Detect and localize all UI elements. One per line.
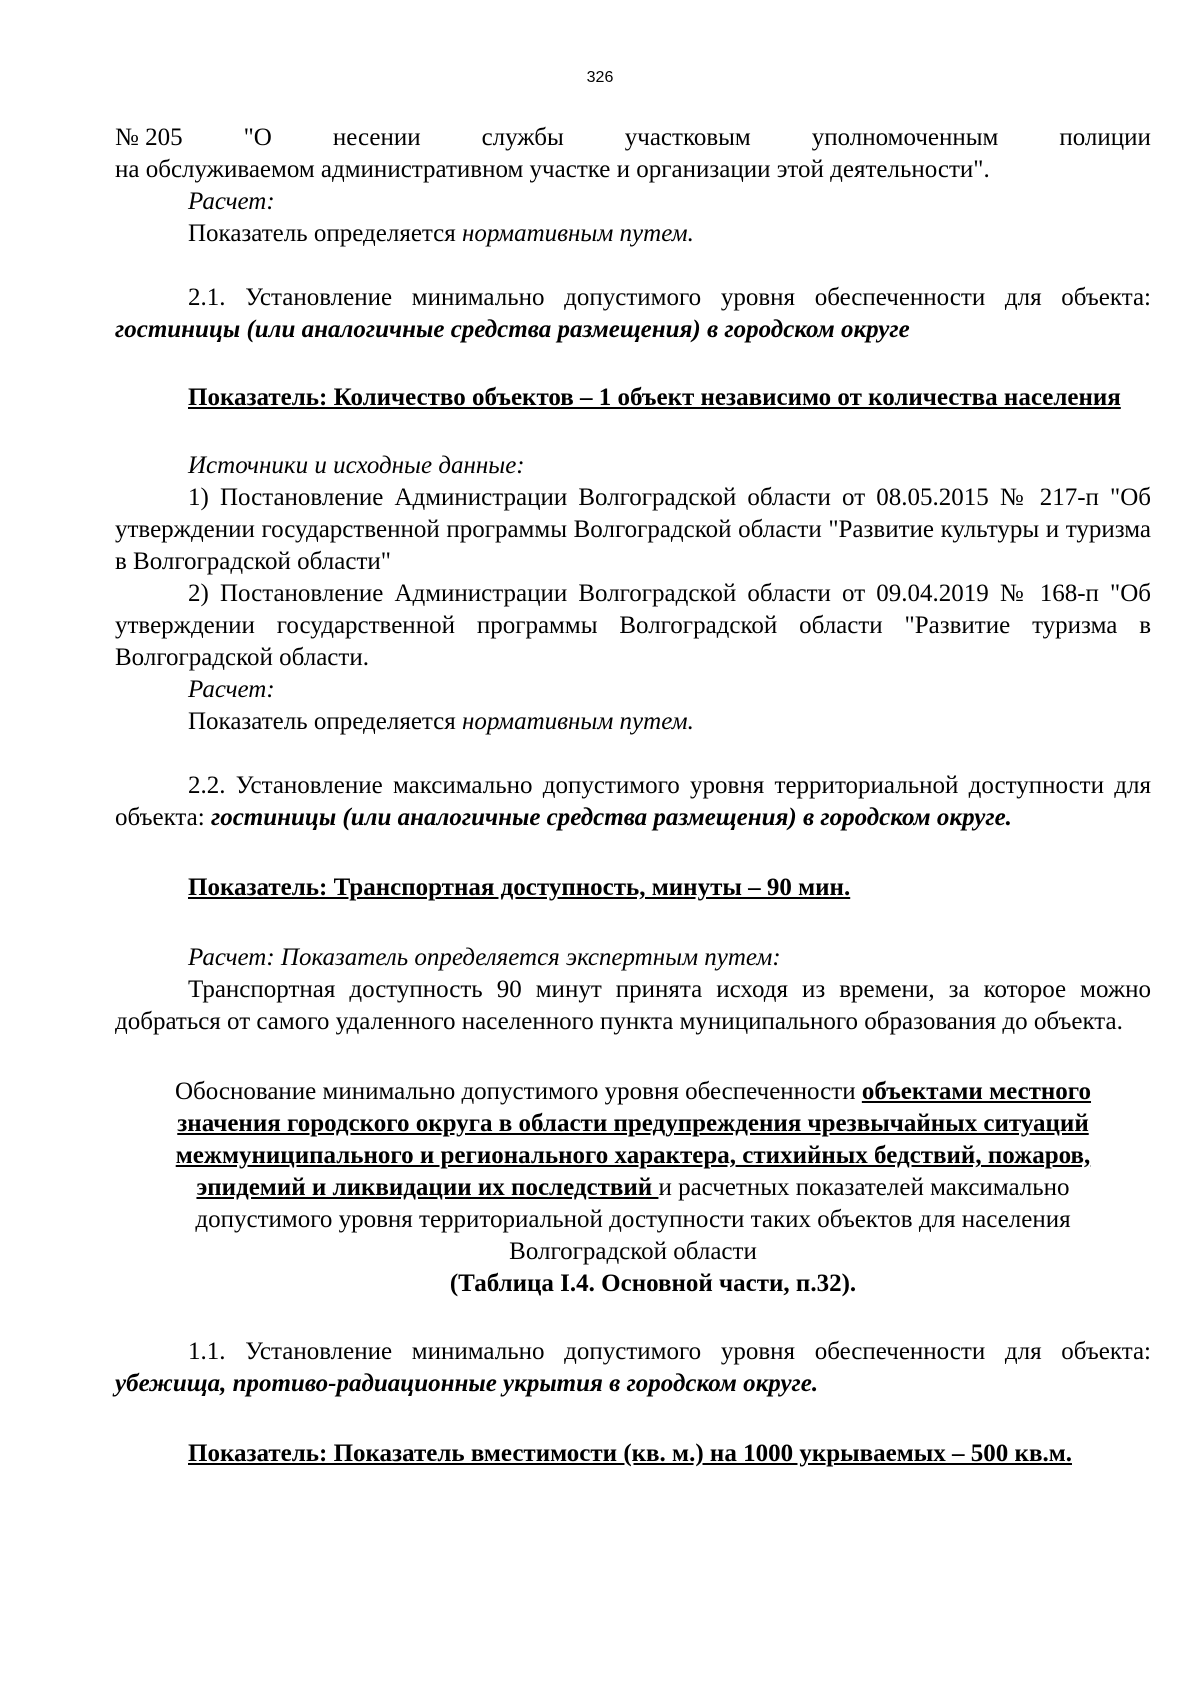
- source-2: 2) Постановление Администрации Волгоградской области от 09.04.2019 № 168-п "Об утверждении государственной программы Волгоградской области "Развитие туризма в Волгоградской области.: [115, 580, 1151, 671]
- indicator-transport: Показатель: Транспортная доступность, минуты – 90 мин.: [188, 874, 851, 901]
- page-number: 326: [586, 69, 614, 86]
- item-1-1: 1.1. Установление минимально допустимого уровня обеспеченности для объекта: убежища, противо-радиационные укрытия в городском округе.: [115, 1338, 1151, 1397]
- order-word: полиции: [1059, 124, 1151, 151]
- order-number: № 205: [115, 124, 183, 151]
- order-word: уполномоченным: [811, 124, 999, 151]
- order-word: службы: [481, 124, 564, 151]
- calc-expert: Расчет: Показатель определяется экспертным путем:: [188, 944, 781, 971]
- section-heading-subject: объектами местного значения городского округа в области предупреждения чрезвычайных ситуаций межмуниципального и регионального характера, стихийных бедствий, пожаров, эпидемий и ликвидации их последствий: [175, 1078, 1092, 1201]
- transport-text: Транспортная доступность 90 минут принята исходя из времени, за которое можно добраться от самого удаленного населенного пункта муниципального образования до объекта.: [115, 976, 1151, 1035]
- section-heading-suffix: и расчетных показателей максимально допустимого уровня территориальной доступности таких объектов для населения Волгоградской области: [195, 1174, 1071, 1265]
- item-2-1: 2.1. Установление минимально допустимого уровня обеспеченности для объекта: гостиницы (или аналогичные средства размещения) в городском округе: [115, 284, 1151, 343]
- sources-label: Источники и исходные данные:: [188, 452, 525, 479]
- order-reference-line: [115, 122, 1151, 154]
- table-reference: (Таблица I.4. Основной части, п.32).: [449, 1270, 857, 1297]
- source-1: 1) Постановление Администрации Волгоградской области от 08.05.2015 № 217-п "Об утверждении государственной программы Волгоградской области "Развитие культуры и туризма в Волгоградской области": [115, 484, 1151, 575]
- item-2-1-object: гостиницы (или аналогичные средства размещения) в городском округе: [115, 316, 910, 343]
- calc-text: Показатель определяется нормативным путем.: [188, 220, 694, 247]
- item-2-2-object: гостиницы (или аналогичные средства размещения) в городском округе.: [210, 804, 1012, 831]
- section-heading-prefix: Обоснование минимально допустимого уровня обеспеченности: [174, 1078, 862, 1105]
- calc-text: Показатель определяется нормативным путем.: [188, 708, 694, 735]
- indicator-objects-count: Показатель: Количество объектов – 1 объект независимо от количества населения: [188, 384, 1121, 411]
- section-heading: [115, 1076, 1151, 1268]
- item-1-1-object: убежища, противо-радиационные укрытия в городском округе.: [115, 1370, 819, 1397]
- item-2-2: 2.2. Установление максимально допустимого уровня территориальной доступности для объекта: гостиницы (или аналогичные средства размещения) в городском округе.: [115, 772, 1151, 831]
- order-word: участковым: [624, 124, 751, 151]
- calc-label: Расчет:: [188, 676, 275, 703]
- order-word: несении: [332, 124, 421, 151]
- order-reference-line-2: на обслуживаемом административном участке и организации этой деятельности".: [115, 156, 990, 183]
- indicator-capacity: Показатель: Показатель вместимости (кв. м.) на 1000 укрываемых – 500 кв.м.: [188, 1440, 1072, 1467]
- page-content: [115, 122, 1151, 1470]
- calc-label: Расчет:: [188, 188, 275, 215]
- order-word: "О: [243, 124, 272, 151]
